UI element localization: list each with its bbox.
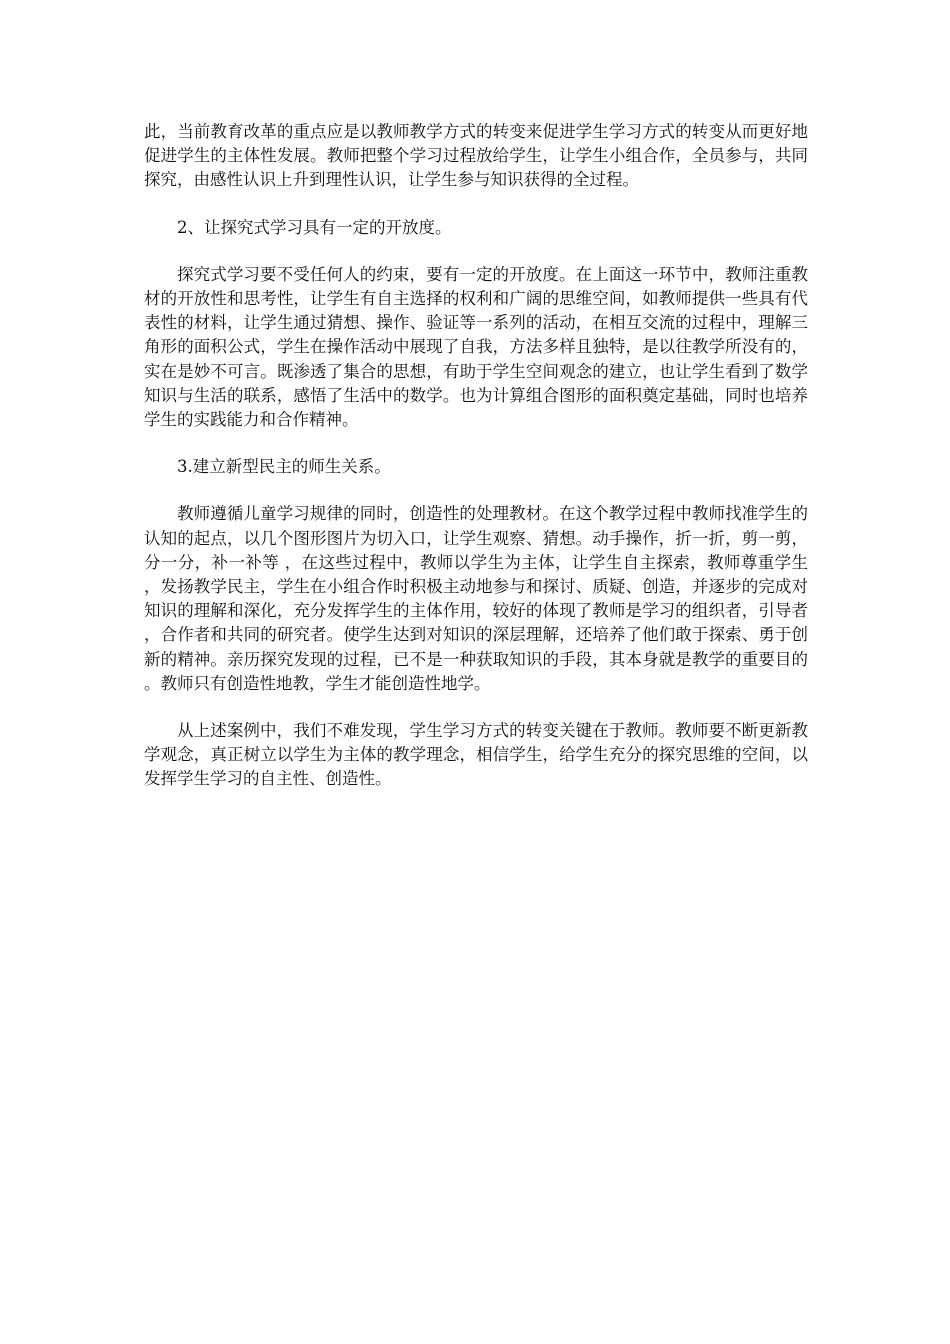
paragraph-teacher-student-relation: 教师遵循儿童学习规律的同时，创造性的处理教材。在这个教学过程中教师找准学生的认知的起点，以几个图形图片为切入口，让学生观察、猜想。动手操作，折一折，剪一剪，分一分，补一补等 ，在这些过程中，教师以学生为主体，让学生自主探索，教师尊重学生，发扬教学民主，学生在小组合作时积极主动地参与和探讨、质疑、创造，并逐步的完成对知识的理解和深化，充分发挥学生的主体作用，较好的体现了教师是学习的组织者，引导者，合作者和共同的研究者。使学生达到对知识的深层理解，还培养了他们敢于探索、勇于创新的精神。亲历探究发现的过程，已不是一种获取知识的手段，其本身就是教学的重要目的。教师只有创造性地教，学生才能创造性地学。 [144, 504, 808, 693]
section-heading-3: 3.建立新型民主的师生关系。 [177, 457, 391, 477]
section-heading-2: 2、让探究式学习具有一定的开放度。 [177, 217, 452, 237]
paragraph-openness: 探究式学习要不受任何人的约束，要有一定的开放度。在上面这一环节中，教师注重教材的开放性和思考性，让学生有自主选择的权利和广阔的思维空间，如教师提供一些具有代表性的材料，让学生通过猜想、操作、验证等一系列的活动，在相互交流的过程中，理解三角形的面积公式，学生在操作活动中展现了自我，方法多样且独特，是以往教学所没有的，实在是妙不可言。既渗透了集合的思想，有助于学生空间观念的建立，也让学生看到了数学知识与生活的联系，感悟了生活中的数学。也为计算组合图形的面积奠定基础，同时也培养学生的实践能力和合作精神。 [144, 264, 808, 430]
paragraph-conclusion: 从上述案例中，我们不难发现，学生学习方式的转变关键在于教师。教师要不断更新教学观念，真正树立以学生为主体的教学理念，相信学生，给学生充分的探究思维的空间，以发挥学生学习的自主性、创造性。 [144, 721, 808, 789]
document-page [144, 120, 808, 815]
paragraph-continued: 此，当前教育改革的重点应是以教师教学方式的转变来促进学生学习方式的转变从而更好地促进学生的主体性发展。教师把整个学习过程放给学生，让学生小组合作，全员参与，共同探究，由感性认识上升到理性认识，让学生参与知识获得的全过程。 [144, 122, 808, 190]
